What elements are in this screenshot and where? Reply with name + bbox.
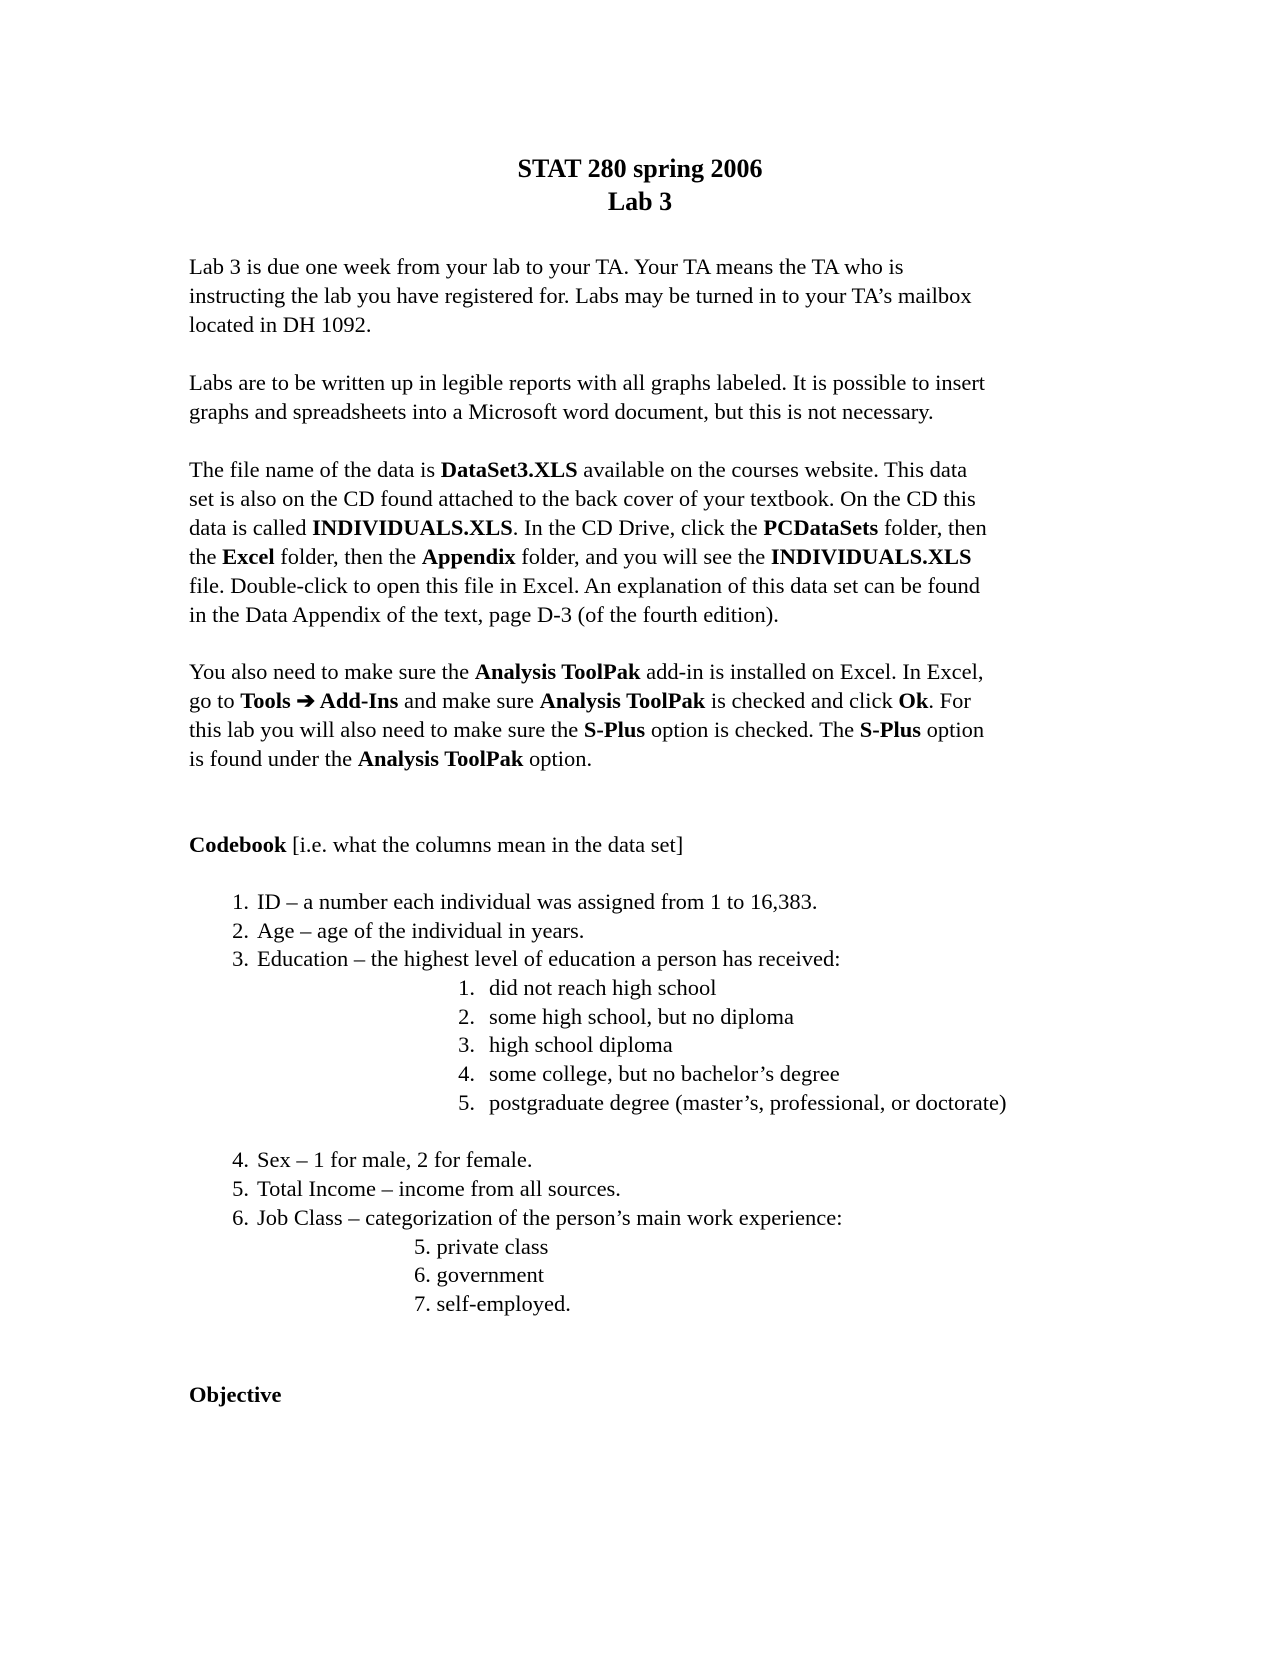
document-page: STAT 280 spring 2006 Lab 3 Lab 3 is due one week from your lab to your TA. Your TA means the TA who is instructing the lab you have registered for. Labs may be turned in to your TA’s mailbox located in DH 1092. Labs are to be written up in legible reports with all graphs labeled. It is possible to insert graphs and spreadsheets into a Microsoft word document, but this is not necessary. The file name of the data is DataSet3.XLS available on the courses website. This data set is also on the CD found attached to the back cover of your textbook. On the CD this data is called INDIVIDUALS.XLS. In the CD Drive, click the PCDataSets folder, then the Excel folder, then the Appendix folder, and you will see the INDIVIDUALS.XLS file. Double-click to open this file in Excel. An explanation of this data set can be found in the Data Appendix of the text, page D-3 (of the fourth edition). You also need to make sure the Analysis ToolPak add-in is installed on Excel. In Excel, go to Tools ➔ Add-Ins and make sure Analysis ToolPak is checked and click Ok. For this lab you will also need to make sure the S-Plus option is checked. The S-Plus option is found under the Analysis ToolPak option. Codebook [i.e. what the columns mean in the data set] 1. ID – a number each individual was assigned from 1 to 16,383. 2. Age – age of the individual in years. 3. Education – the highest level of education a person has received: 1. did not reach high school 2. some high school, but no diploma 3. high school diploma 4. some college, but no bachelor’s degree 5. postgraduate degree (master’s, professional, or doctorate) 4. Sex – 1 for male, 2 for female. 5. Total Income – income from all sources. 6. Job Class – categorization of the person’s main work experience: 5. private class 6. government 7. self-employed. Objective — [0, 0, 1280, 1656]
folder-pcdatasets: PCDataSets — [763, 515, 879, 540]
document-title: STAT 280 spring 2006 — [517, 154, 763, 183]
paragraph-toolpak: You also need to make sure the Analysis ToolPak add-in is installed on Excel. In Excel, go to Tools ➔ Add-Ins and make sure Analysis ToolPak is checked and click Ok. For this lab you will also need to make sure the S-Plus option is checked. The S-Plus option is found under the Analysis ToolPak option. — [189, 659, 985, 771]
job-class-item: 6. government — [414, 1262, 544, 1287]
paragraph-data-file: The file name of the data is DataSet3.XLS available on the courses website. This data set is also on the CD found attached to the back cover of your textbook. On the CD this data is called INDIVIDUALS.XLS. In the CD Drive, click the PCDataSets folder, then the Excel folder, then the Appendix folder, and you will see the INDIVIDUALS.XLS file. Double-click to open this file in Excel. An explanation of this data set can be found in the Data Appendix of the text, page D-3 (of the fourth edition). — [189, 457, 987, 627]
paragraph-reports: Labs are to be written up in legible reports with all graphs labeled. It is possible to insert graphs and spreadsheets into a Microsoft word document, but this is not necessary. — [189, 370, 986, 424]
filename-dataset3: DataSet3.XLS — [440, 457, 578, 482]
paragraph-due-date: Lab 3 is due one week from your lab to your TA. Your TA means the TA who is instructing the lab you have registered for. Labs may be turned in to your TA’s mailbox located in DH 1092. — [189, 254, 972, 337]
arrow-right-icon: ➔ — [296, 688, 316, 713]
codebook-heading: Codebook [i.e. what the columns mean in the data set] — [189, 832, 684, 857]
document-subtitle: Lab 3 — [607, 187, 673, 216]
filename-individuals-2: INDIVIDUALS.XLS — [770, 544, 972, 569]
folder-appendix: Appendix — [421, 544, 516, 569]
job-class-item: 7. self-employed. — [414, 1291, 571, 1316]
folder-excel: Excel — [222, 544, 275, 569]
objective-heading: Objective — [189, 1382, 282, 1407]
job-class-item: 5. private class — [414, 1234, 549, 1259]
filename-individuals: INDIVIDUALS.XLS — [312, 515, 513, 540]
